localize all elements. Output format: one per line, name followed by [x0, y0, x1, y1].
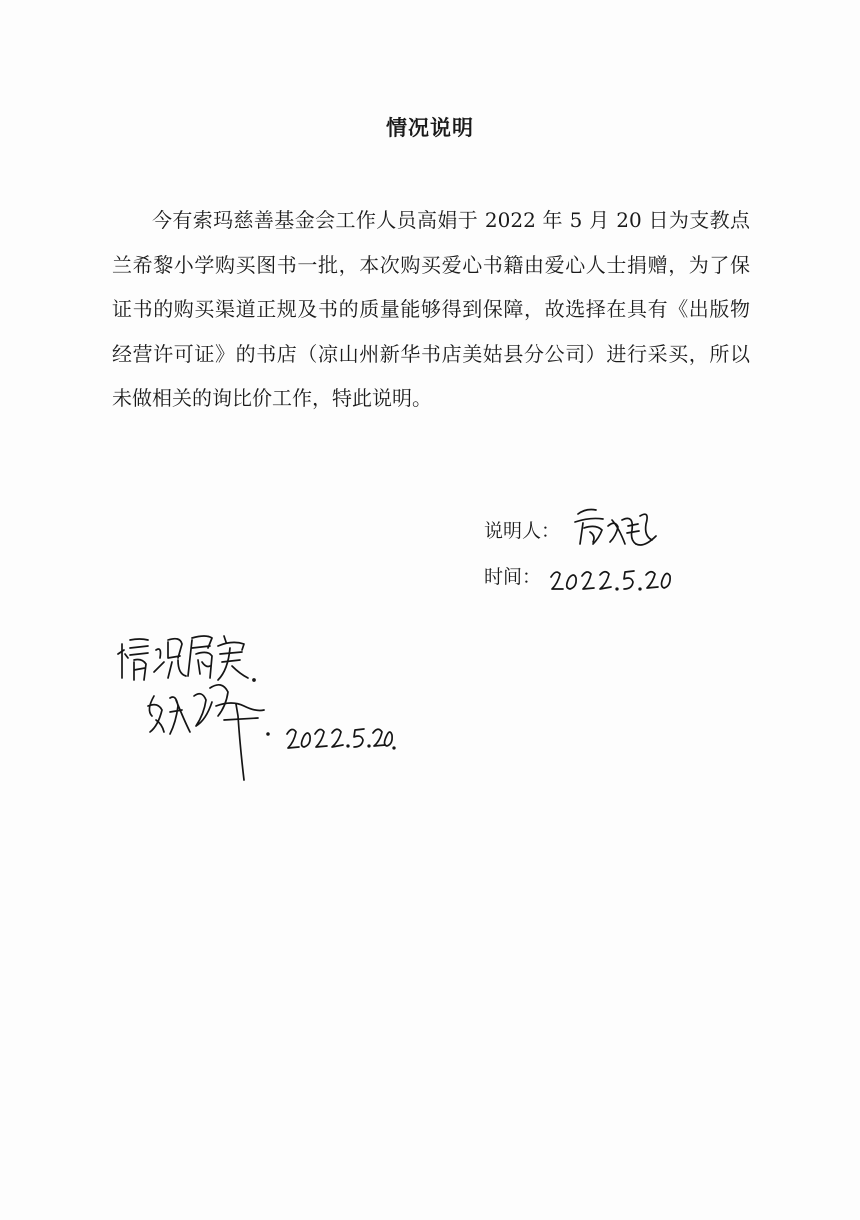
- signatory-label: 说明人：: [484, 520, 561, 542]
- handwritten-date: [548, 562, 672, 596]
- signatory-signature: [572, 500, 662, 552]
- time-label: 时间：: [484, 566, 542, 588]
- document-title: 情况说明: [386, 116, 474, 140]
- document-body: 今有索玛慈善基金会工作人员高娟于 2022 年 5 月 20 日为支教点兰希黎小学购买图书一批，本次购买爱心书籍由爱心人士捐赠，为了保证书的购买渠道正规及书的质量能够得到保障，故选择在具有《出版物经营许可证》的书店（凉山州新华书店美姑县分公司）进行采买，所以未做相关的询比价工作，特此说明。: [112, 208, 750, 410]
- approval-date-handwriting: [284, 718, 396, 754]
- approver-signature: [140, 676, 280, 786]
